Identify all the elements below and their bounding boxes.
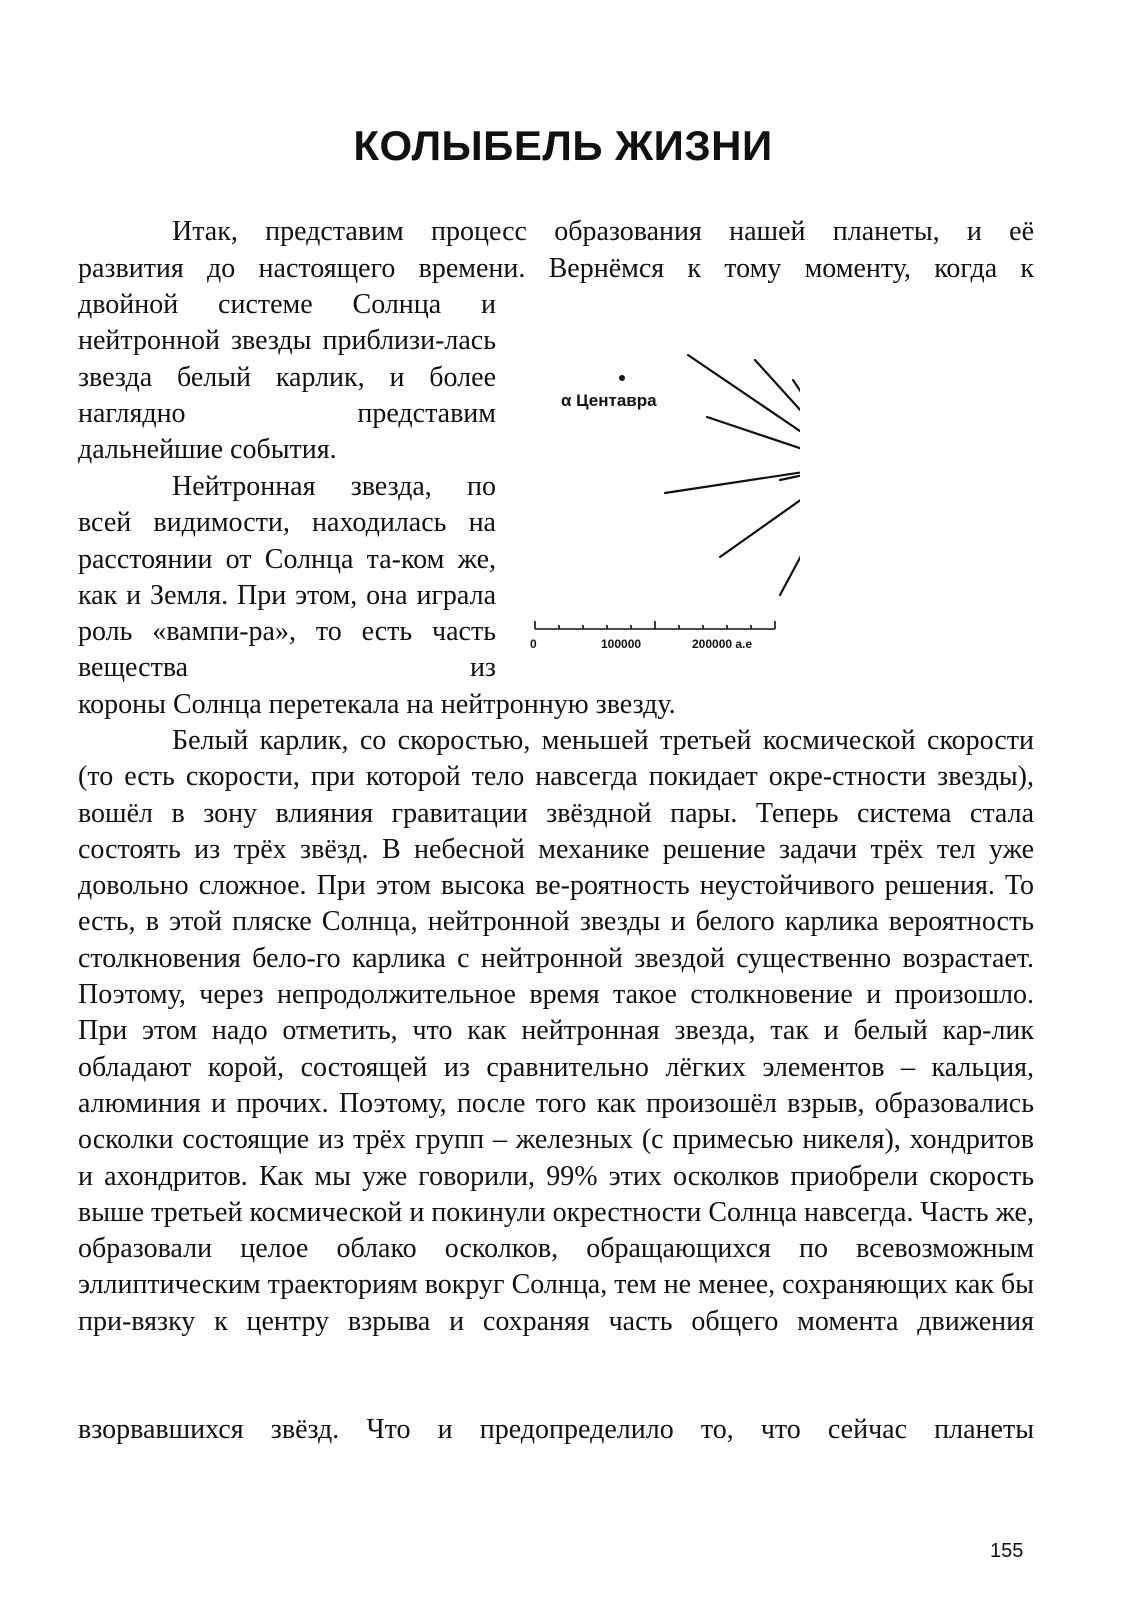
paragraph-1-line-2: развития до настоящего времени. Вернёмся к тому моменту, когда к [78, 253, 1034, 284]
star-dot [619, 375, 625, 381]
scale-label-200000: 200000 а.е [692, 637, 753, 651]
star-map-figure [525, 325, 800, 665]
radiating-lines [665, 325, 800, 620]
paragraph-1-end: дальнейшие события. [78, 434, 337, 465]
paragraph-2-wrapped-text: Нейтронная звезда, по всей видимости, находилась на расстоянии от Солнца та-ком же, как и Земля. При этом, она играла роль «вампи-ра», то есть часть вещества из [78, 471, 496, 684]
paragraph-2-end: короны Солнца перетекала на нейтронную звезду. [78, 689, 676, 720]
scale-label-100000: 100000 [601, 637, 642, 651]
page-title: КОЛЫБЕЛЬ ЖИЗНИ [353, 122, 773, 169]
paragraph-1-wrapped-text: двойной системе Солнца и нейтронной звезды приблизи-лась звезда белый карлик, и более наглядно представим [78, 289, 496, 429]
page-number: 155 [990, 1540, 1024, 1562]
scale-bar [535, 621, 775, 629]
star-map-illustration [525, 325, 800, 665]
scale-label-0: 0 [530, 637, 537, 651]
paragraph-1-line-1: Итак, представим процесс образования нашей планеты, и её [172, 216, 1034, 247]
paragraph-3-body: Белый карлик, со скоростью, меньшей третьей космической скорости (то есть скорости, при которой тело навсегда покидает окре-стности звезды), вошёл в зону влияния гравитации звёздной пары. Теперь система стала состоять из трёх звёзд. В небесной механике решение задачи трёх тел уже довольно сложное. При этом высока ве-роятность неустойчивого решения. То есть, в этой пляске Солнца, нейтронной звезды и белого карлика вероятность столкновения бело-го карлика с нейтронной звездой существенно возрастает. Поэтому, через непродолжительное время такое столкновение и произошло. При этом надо отметить, что как нейтронная звезда, так и белый кар-лик обладают корой, состоящей из сравнительно лёгких элементов – кальция, алюминия и прочих. Поэтому, после того как произошёл взрыв, образовались осколки состоящие из трёх групп – железных (с примесью никеля), хондритов и ахондритов. Как мы уже говорили, 99% этих осколков приобрели скорость выше третьей космической и покинули окрестности Солнца навсегда. Часть же, образовали целое облако осколков, обращающихся по всевозможным эллиптическим траекториям вокруг Солнца, тем не менее, сохраняющих как бы при-вязку к центру взрыва и сохраняя часть общего момента движения [78, 725, 1034, 1337]
paragraph-3-last-line: взорвавшихся звёзд. Что и предопределило то, что сейчас планеты [78, 1414, 1034, 1445]
star-label: α Центавра [561, 391, 657, 410]
